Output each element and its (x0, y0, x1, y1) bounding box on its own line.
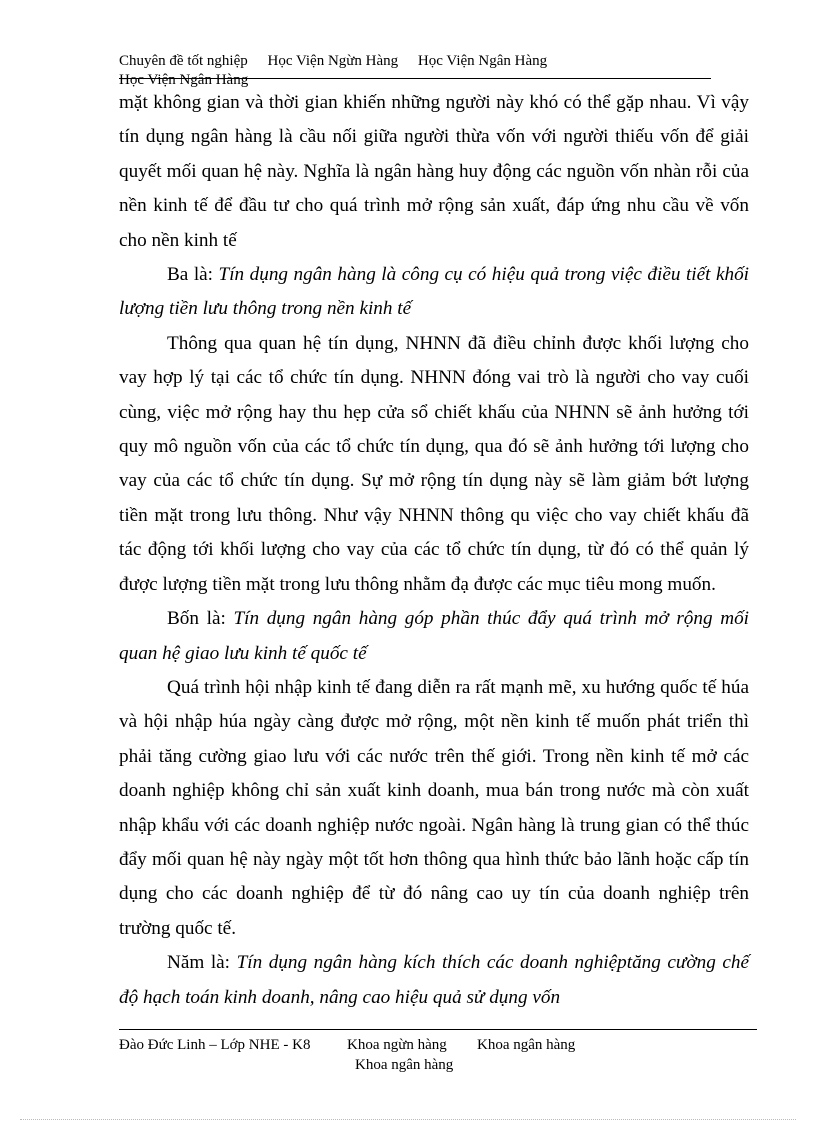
footer-divider (119, 1029, 757, 1030)
footer-line-1 (119, 1035, 759, 1055)
page-bottom-border (20, 1119, 796, 1120)
paragraph-bon-la: Quá trình hội nhập kinh tế đang diễn ra rất mạnh mẽ, xu hướng quốc tế húa và hội nhập húa ngày càng được mở rộng, một nền kinh tế muốn phát triển thì phải tăng cường giao lưu với các nước trên thế giới. Trong nền kinh tế mở các doanh nghiệp không chỉ sản xuất kinh doanh, mua bán trong nước mà còn xuất nhập khẩu với các doanh nghiệp nước ngoài. Ngân hàng là trung gian có thể thúc đẩy mối quan hệ này ngày một tốt hơn thông qua hình thức bảo lãnh hoặc cấp tín dụng cho các doanh nghiệp để từ đó nâng cao uy tín của doanh nghiệp trên trường quốc tế. (119, 676, 749, 939)
heading-nam-la-text: Tín dụng ngân hàng kích thích các doanh nghiệptăng cường chế độ hạch toán kinh doanh, nâng cao hiệu quả sử dụng vốn (119, 952, 749, 1008)
footer-author: Đào Đức Linh – Lớp NHE - K8 (119, 1037, 311, 1053)
footer-dept-1: Khoa ngừn hàng (347, 1037, 447, 1053)
header-line-1 (119, 52, 711, 71)
heading-ba-la (119, 258, 749, 327)
footer-dept-3: Khoa ngân hàng (355, 1057, 454, 1073)
heading-ba-la-text: Tín dụng ngân hàng là công cụ có hiệu quả trong việc điều tiết khối lượng tiền lưu thông trong nền kinh tế (119, 264, 749, 320)
header-divider (119, 78, 711, 79)
heading-bon-la-lead: Bốn là: (167, 608, 234, 630)
header-title: Chuyên đề tốt nghiệp (119, 53, 248, 69)
heading-ba-la-lead: Ba là: (167, 264, 219, 286)
header-institution-2: Học Viện Ngân Hàng (417, 53, 548, 69)
footer-line-2 (119, 1055, 759, 1075)
footer-dept-2: Khoa ngân hàng (477, 1037, 576, 1053)
heading-bon-la (119, 602, 749, 671)
header-institution-1: Học Viện Ngừn Hàng (267, 53, 399, 69)
header-institution-3: Học Viện Ngân Hàng (119, 72, 249, 88)
page-footer (119, 1035, 759, 1075)
paragraph-1: mặt không gian và thời gian khiến những người này khó có thể gặp nhau. Vì vậy tín dụng ngân hàng là cầu nối giữa người thừa vốn với người thiếu vốn để giải quyết mối quan hệ này. Nghĩa là ngân hàng huy động các nguồn vốn nhàn rỗi của nền kinh tế để đầu tư cho quá trình mở rộng sản xuất, đáp ứng nhu cầu về vốn cho nền kinh tế (119, 92, 749, 251)
heading-nam-la (119, 946, 749, 1015)
page-header (119, 52, 711, 90)
paragraph-ba-la: Thông qua quan hệ tín dụng, NHNN đã điều chỉnh được khối lượng cho vay hợp lý tại các tổ chức tín dụng. NHNN đóng vai trò là người cho vay cuối cùng, việc mở rộng hay thu hẹp cửa sổ chiết khấu của NHNN sẽ ảnh hưởng tới quy mô nguồn vốn của các tổ chức tín dụng, qua đó sẽ ảnh hưởng tới lượng cho vay của các tổ chức tín dụng. Sự mở rộng tín dụng này sẽ làm giảm bớt lượng tiền mặt trong lưu thông. Như vậy NHNN thông qu việc cho vay chiết khấu đã tác động tới khối lượng cho vay của các tổ chức tín dụng, từ đó có thể quản lý được lượng tiền mặt trong lưu thông nhằm đạ được các mục tiêu mong muốn. (119, 332, 749, 595)
heading-nam-la-lead: Năm là: (167, 952, 237, 974)
heading-bon-la-text: Tín dụng ngân hàng góp phần thúc đẩy quá trình mở rộng mối quan hệ giao lưu kinh tế quốc tế (119, 608, 749, 664)
document-body (119, 86, 749, 1015)
